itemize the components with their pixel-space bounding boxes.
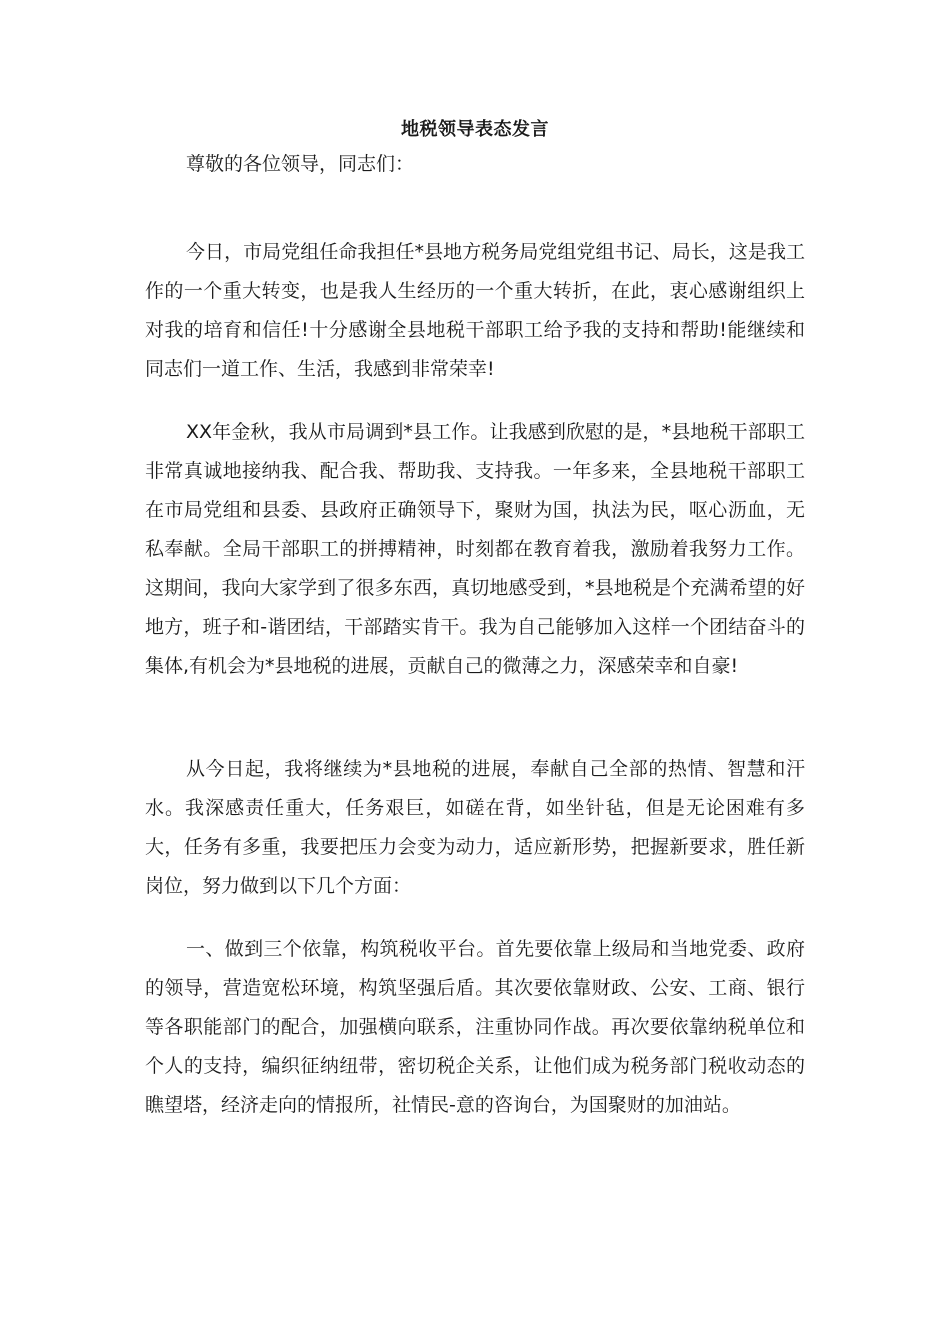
paragraph-4: 一、做到三个依靠，构筑税收平台。首先要依靠上级局和当地党委、政府的领导，营造宽松环境，构筑坚强后盾。其次要依靠财政、公安、工商、银行等各职能部门的配合，加强横向联系，注重协同作战。再次要依靠纳税单位和个人的支持，编织征纳纽带，密切税企关系，让他们成为税务部门税收动态的瞧望塔，经济走向的情报所，社情民-意的咨询台，为国聚财的加油站。 <box>145 938 805 1116</box>
paragraph-2: XX年金秋，我从市局调到*县工作。让我感到欣慰的是，*县地税干部职工非常真诚地接纳我、配合我、帮助我、支持我。一年多来，全县地税干部职工在市局党组和县委、县政府正确领导下，聚财为国，执法为民，呕心沥血，无私奉献。全局干部职工的拼搏精神，时刻都在教育着我，激励着我努力工作。这期间，我向大家学到了很多东西，真切地感受到，*县地税是个充满希望的好地方，班子和-谐团结，干部踏实肯干。我为自己能够加入这样一个团结奋斗的集体,有机会为*县地税的进展，贡献自己的微薄之力，深感荣幸和自豪! <box>145 421 805 677</box>
salutation: 尊敬的各位领导，同志们： <box>186 153 415 175</box>
paragraph-3: 从今日起，我将继续为*县地税的进展，奉献自己全部的热情、智慧和汗水。我深感责任重大，任务艰巨，如磋在背，如坐针毡，但是无论困难有多大，任务有多重，我要把压力会变为动力，适应新形势，把握新要求，胜任新岗位，努力做到以下几个方面： <box>145 758 805 897</box>
paragraph-1: 今日，市局党组任命我担任*县地方税务局党组党组书记、局长，这是我工作的一个重大转变，也是我人生经历的一个重大转折，在此，衷心感谢组织上对我的培育和信任!十分感谢全县地税干部职工给予我的支持和帮助!能继续和同志们一道工作、生活，我感到非常荣幸! <box>145 241 805 380</box>
document-title: 地税领导表态发言 <box>401 119 549 140</box>
